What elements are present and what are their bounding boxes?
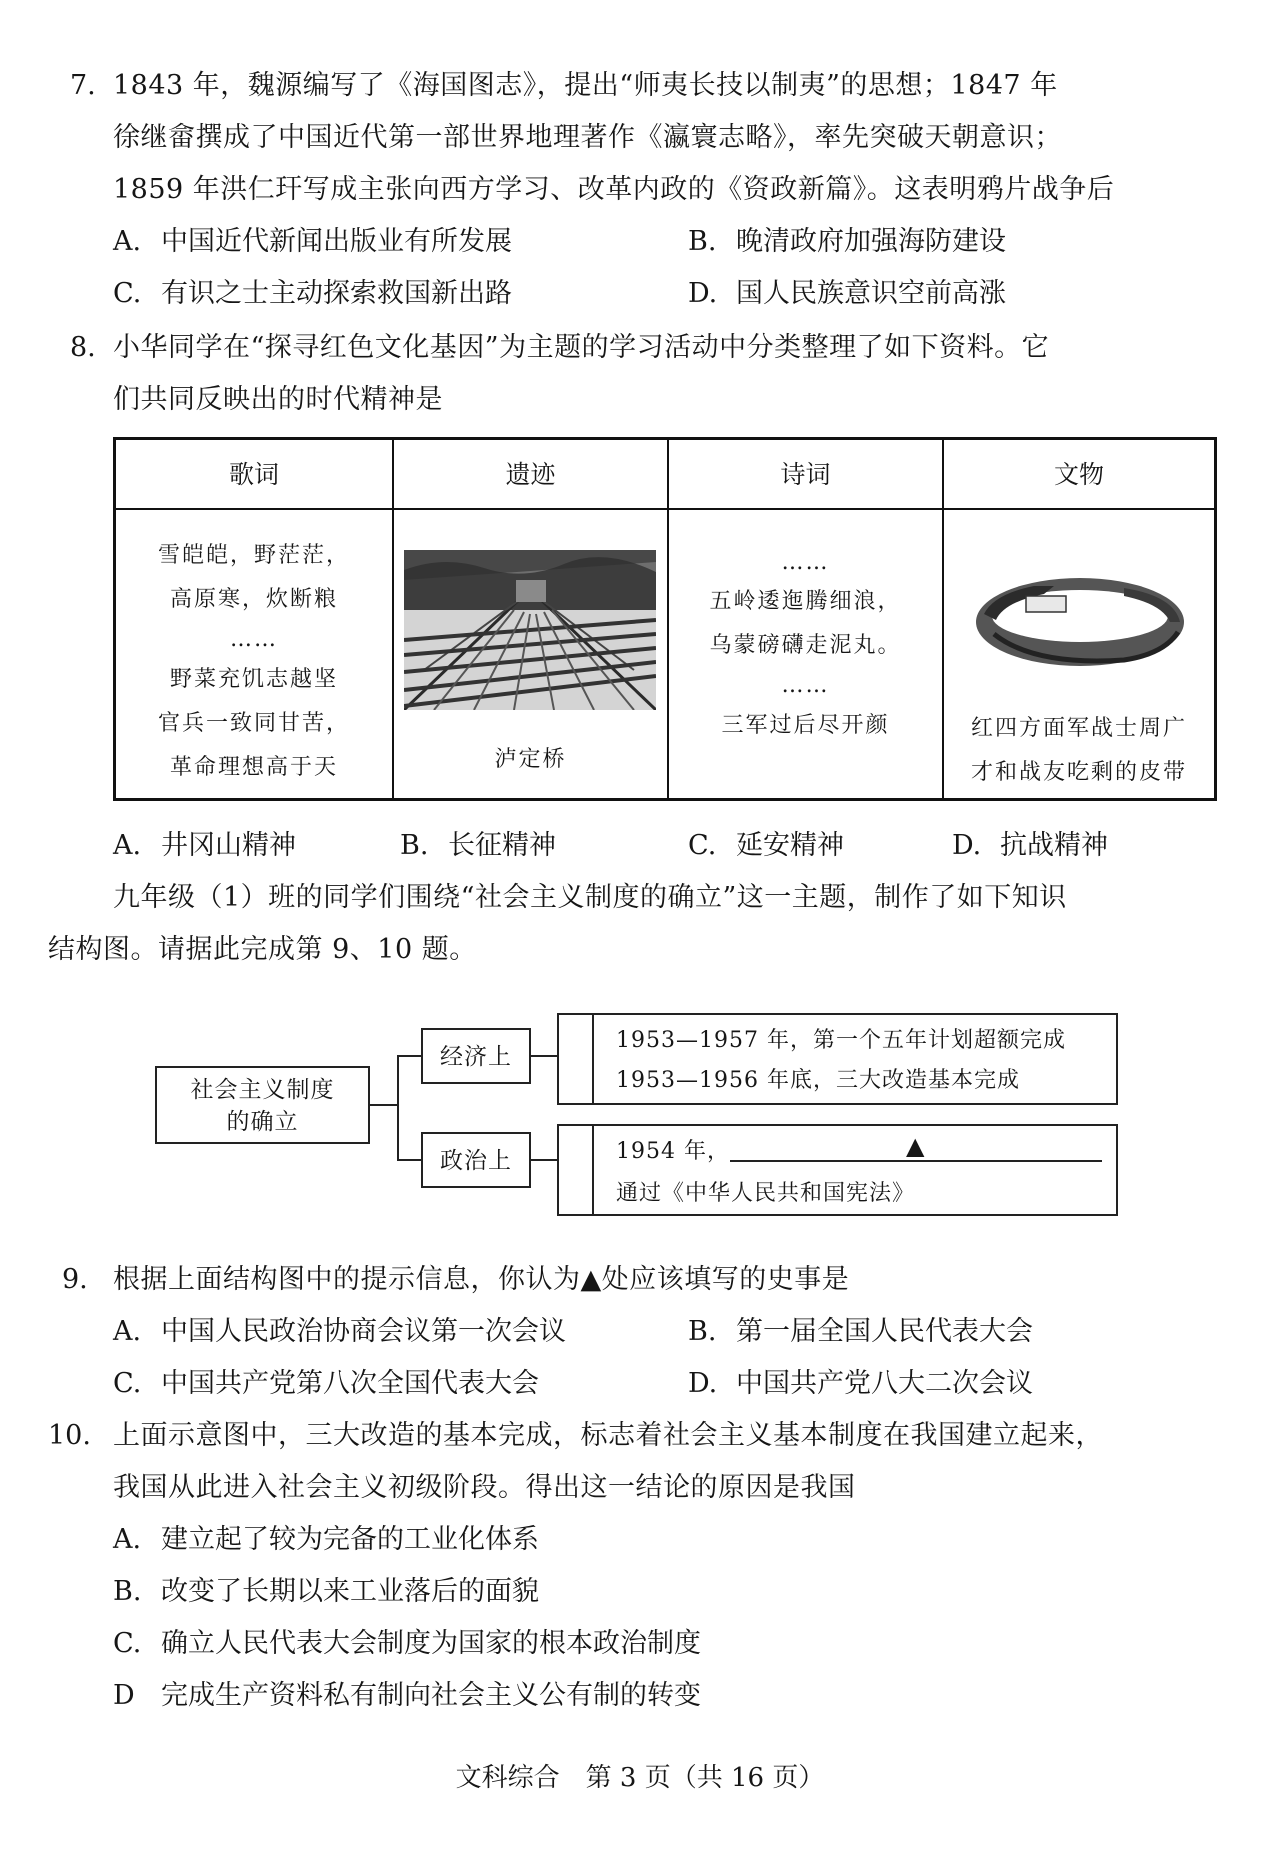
root-line-1: 社会主义制度 [190,1077,335,1103]
relic-caption: 泸定桥 [494,747,567,772]
intro-line-1: 九年级（1）班的同学们围绕“社会主义制度的确立”这一主题，制作了如下知识 [113,882,1067,913]
q9-number: 9. [62,1264,88,1295]
root-box [155,1066,370,1144]
option-label: B. [113,1576,142,1607]
option-text: 井冈山精神 [161,830,296,861]
materials-table [113,437,1217,801]
option-text: 有识之士主动探索救国新出路 [161,278,512,309]
option-text: 第一届全国人民代表大会 [736,1316,1033,1347]
q9-line-1: 根据上面结构图中的提示信息，你认为▲处应该填写的史事是 [113,1264,850,1295]
economy-label: 经济上 [440,1044,512,1070]
q10-line-1: 上面示意图中，三大改造的基本完成，标志着社会主义基本制度在我国建立起来， [113,1420,1103,1451]
q10-option-a[interactable] [113,1520,539,1560]
option-text: 中国共产党第八次全国代表大会 [161,1368,539,1399]
economy-box [421,1028,531,1084]
relic-cell [394,512,667,798]
q7-line-2: 徐继畲撰成了中国近代第一部世界地理著作《瀛寰志略》，率先突破天朝意识； [113,122,1062,153]
economy-detail-box [592,1013,1118,1105]
option-label: B. [400,830,429,861]
politics-box [421,1132,531,1188]
option-label: C. [113,1628,142,1659]
q7-option-b[interactable] [688,222,1006,262]
q7-option-d[interactable] [688,274,1006,314]
poem-line: 三军过后尽开颜 [721,713,890,738]
economy-item-2: 1953—1956 年底，三大改造基本完成 [616,1068,1020,1093]
lyrics-line: 野菜充饥志越坚 [169,667,338,692]
poem-line: 五岭逶迤腾细浪， [709,589,902,614]
root-line-2: 的确立 [226,1109,299,1135]
q10-option-b[interactable] [113,1572,539,1612]
lyrics-line: 雪皑皑，野茫茫， [157,543,350,568]
intro-line-2: 结构图。请据此完成第 9、10 题。 [48,934,477,965]
poem-cell [669,512,942,798]
option-label: A. [113,830,142,861]
option-label: C. [688,830,717,861]
q7-option-c[interactable] [113,274,512,314]
q10-line-2: 我国从此进入社会主义初级阶段。得出这一结论的原因是我国 [113,1472,856,1503]
option-text: 改变了长期以来工业落后的面貌 [161,1576,539,1607]
q9-option-d[interactable] [688,1364,1033,1404]
q8-line-1: 小华同学在“探寻红色文化基因”为主题的学习活动中分类整理了如下资料。它 [113,332,1050,363]
q10-option-d[interactable] [113,1676,701,1716]
option-label: A. [113,1524,142,1555]
option-text: 中国人民政治协商会议第一次会议 [161,1316,566,1347]
option-text: 晚清政府加强海防建设 [736,226,1006,257]
poem-line: 乌蒙磅礴走泥丸。 [709,633,902,658]
option-text: 确立人民代表大会制度为国家的根本政治制度 [161,1628,701,1659]
option-text: 国人民族意识空前高涨 [736,278,1006,309]
q7-option-a[interactable] [113,222,512,262]
q8-option-b[interactable] [400,826,556,866]
lyrics-line: 革命理想高于天 [169,755,338,780]
option-label: C. [113,278,142,309]
q8-option-c[interactable] [688,826,844,866]
header-relic: 遗迹 [505,460,556,489]
q10-option-c[interactable] [113,1624,701,1664]
q8-option-a[interactable] [113,826,296,866]
option-text: 长征精神 [448,830,556,861]
lyrics-cell [116,512,392,798]
option-text: 延安精神 [736,830,844,861]
q8-number: 8. [70,332,96,363]
q7-line-1: 1843 年，魏源编写了《海国图志》，提出“师夷长技以制夷”的思想；1847 年 [113,70,1058,101]
lyrics-line: 官兵一致同甘苦， [157,711,350,736]
option-label: A. [113,226,142,257]
option-text: 建立起了较为完备的工业化体系 [161,1524,539,1555]
header-artifact: 文物 [1053,460,1104,489]
lyrics-line: …… [230,627,278,652]
option-text: 抗战精神 [1000,830,1108,861]
leather-belt-image [974,574,1186,670]
q7-line-3: 1859 年洪仁玕写成主张向西方学习、改革内政的《资政新篇》。这表明鸦片战争后 [113,174,1115,205]
option-text: 中国近代新闻出版业有所发展 [161,226,512,257]
blank-marker: ▲ [906,1132,926,1160]
option-label: D [113,1680,135,1711]
option-label: B. [688,226,717,257]
q9-option-a[interactable] [113,1312,566,1352]
artifact-cell [944,512,1214,798]
option-text: 中国共产党八大二次会议 [736,1368,1033,1399]
poem-line: …… [781,550,830,575]
header-lyrics: 歌词 [228,460,279,489]
artifact-caption-line: 才和战友吃剩的皮带 [970,760,1187,785]
q10-number: 10. [48,1420,91,1451]
q8-option-d[interactable] [952,826,1108,866]
option-label: B. [688,1316,717,1347]
option-label: C. [113,1368,142,1399]
politics-item: 通过《中华人民共和国宪法》 [616,1181,916,1206]
q9-option-b[interactable] [688,1312,1033,1352]
option-label: D. [688,278,718,309]
q8-line-2: 们共同反映出的时代精神是 [113,384,443,415]
option-text: 完成生产资料私有制向社会主义公有制的转变 [161,1680,701,1711]
option-label: A. [113,1316,142,1347]
page-footer: 文科综合 第 3 页（共 16 页） [455,1763,825,1793]
option-label: D. [952,830,982,861]
politics-label: 政治上 [440,1148,512,1174]
politics-detail-box [592,1124,1118,1216]
artifact-caption-line: 红四方面军战士周广 [970,716,1187,741]
q7-number: 7. [70,70,96,101]
option-label: D. [688,1368,718,1399]
politics-bracket [557,1124,593,1216]
economy-bracket [557,1013,593,1105]
artifact-caption [944,707,1214,795]
politics-year: 1954 年， [616,1139,730,1164]
economy-item-1: 1953—1957 年，第一个五年计划超额完成 [616,1028,1066,1053]
q9-option-c[interactable] [113,1364,539,1404]
header-poem: 诗词 [780,460,831,489]
lyrics-line: 高原寒，炊断粮 [169,587,338,612]
luding-bridge-image [404,550,656,710]
poem-line: …… [781,673,830,698]
